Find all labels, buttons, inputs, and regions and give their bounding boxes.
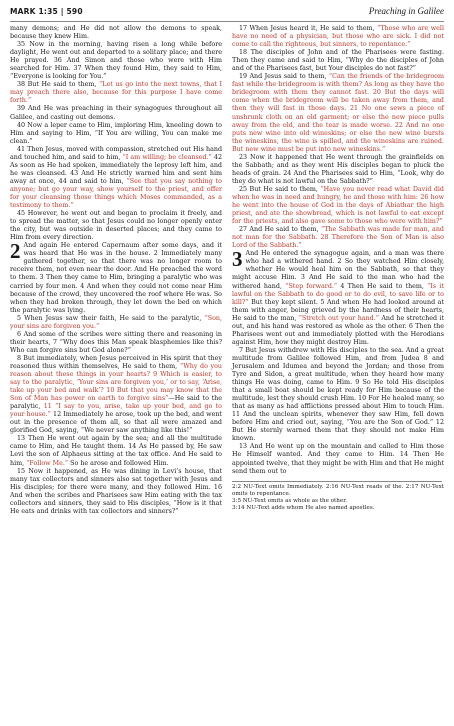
- words-of-jesus: “Those who are well have no need of a physician, but those who are sick. I did not come to call the righteous, but sinners, to repentance.”: [232, 25, 444, 49]
- verse-paragraph: 23 Now it happened that He went through the grainfields on the Sabbath; and as they went His disciples began to pluck the heads of grain. 24 And the Pharisees said to Him, “Look, why do they do what is not lawful on the Sabbath?”: [232, 153, 444, 185]
- right-column: [232, 25, 444, 516]
- words-of-jesus: “Let us go into the next towns, that I may preach there also, because for this purpose I have come forth.”: [10, 81, 222, 105]
- verse-paragraph: 39 And He was preaching in their synagogues throughout all Galilee, and casting out demons.: [10, 105, 222, 121]
- verse-paragraph: 18 The disciples of John and of the Pharisees were fasting. Then they came and said to Him, “Why do the disciples of John and of the Pharisees fast, but Your disciples do not fast?”: [232, 49, 444, 73]
- words-of-jesus: “Why do you reason about these things in your hearts? 9 Which is easier, to say to the paralytic, ‘Your sins are forgiven you,’ or to say, ‘Arise, take up your bed and walk’? 10 But that you may know that the Son of Man has power on earth to forgive sins”: [10, 362, 222, 403]
- words-of-jesus: 11 “I say to you, arise, take up your bed, and go to your house.”: [10, 403, 223, 419]
- verse-paragraph: 6 And some of the scribes were sitting there and reasoning in their hearts, 7 “Why does this Man speak blasphemies like this? Who can forgive sins but God alone?”: [10, 330, 222, 354]
- words-of-jesus: “Stretch out your hand.”: [298, 314, 379, 322]
- footnote: 3:5 NU-Text omits as whole as the other.: [232, 498, 348, 505]
- words-of-jesus: “Follow Me.”: [26, 459, 69, 467]
- words-of-jesus: “See that you say nothing to anyone; but go your way, show yourself to the priest, and offer for your cleansing those things which Moses commanded, as a testimony to them.”: [10, 177, 222, 210]
- verse-paragraph: 25 But He said to them, “Have you never read what David did when he was in need and hungry, he and those with him: 26 how he went into the house of God in the days of Abiathar the high priest, and ate the showbread, which is not lawful to eat except for the priests, and also gave some to those who were with him?”: [232, 185, 444, 226]
- words-of-jesus: “Is it lawful on the Sabbath to do good or to do evil, to save life or to kill?”: [232, 282, 444, 306]
- words-of-jesus: “Have you never read what David did when he was in need and hungry, he and those with him: 26 how he went into the house of God in the days of Abiathar the high priest, and ate the showbread, which is not lawful to eat except for the priests, and also gave some to those who were with him?”: [232, 185, 444, 226]
- verse-paragraph: 19 And Jesus said to them, “Can the friends of the bridegroom fast while the bridegroom is with them? As long as they have the bridegroom with them they cannot fast. 20 But the days will come when the bridegroom will be taken away from them, and then they will fast in those days. 21 No one sews a piece of unshrunk cloth on an old garment; or else the new piece pulls away from the old, and the tear is made worse. 22 And no one puts new wine into old wineskins; or else the new wine bursts the wineskins, the wine is spilled, and the wineskins are ruined. But new wine must be put into new wineskins.”: [232, 73, 444, 153]
- footnote: 3:14 NU-Text adds whom He also named apostles.: [232, 505, 375, 512]
- verse-paragraph: 8 But immediately, when Jesus perceived in His spirit that they reasoned thus within themselves, He said to them, “Why do you reason about these things in your hearts? 9 Which is easier, to say to the paralytic, ‘Your sins are forgiven you,’ or to say, ‘Arise, take up your bed and walk’? 10 But that you may know that the Son of Man has power on earth to forgive sins”—He said to the paralytic, 11 “I say to you, arise, take up your bed, and go to your house.” 12 Immediately he arose, took up the bed, and went out in the presence of them all, so that all were amazed and glorified God, saying, “We never saw anything like this!”: [10, 354, 223, 435]
- verse-paragraph: 7 But Jesus withdrew with His disciples to the sea. And a great multitude from Galilee followed Him, and from Judea 8 and Jerusalem and Idumea and beyond the Jordan; and those from Tyre and Sidon, a great multitude, when they heard how many things He was doing, came to Him. 9 So He told His disciples that a small boat should be kept ready for Him because of the multitude, lest they should crush Him. 10 For He healed many, so that as many as had afflictions pressed about Him to touch Him. 11 And the unclean spirits, whenever they saw Him, fell down before Him and cried out, saying, “You are the Son of God.” 12 But He sternly warned them that they should not make Him known.: [232, 346, 444, 443]
- verse-paragraph: 40 Now a leper came to Him, imploring Him, kneeling down to Him and saying to Him, “If You are willing, You can make me clean.”: [10, 121, 222, 145]
- words-of-jesus: “Can the friends of the bridegroom fast while the bridegroom is with them? As long as they have the bridegroom with them they cannot fast. 20 But the days will come when the bridegroom will be taken away from them, and then they will fast in those days. 21 No one sews a piece of unshrunk cloth on an old garment; or else the new piece pulls away from the old, and the tear is made worse. 22 And no one puts new wine into old wineskins; or else the new wine bursts the wineskins, the wine is spilled, and the wineskins are ruined. But new wine must be put into new wineskins.”: [232, 73, 444, 153]
- page-header: [10, 6, 444, 22]
- verse-paragraph: 13 And He went up on the mountain and called to Him those He Himself wanted. And they came to Him. 14 Then He appointed twelve, that they might be with Him and that He might send them out to: [232, 443, 444, 475]
- verse-paragraph: 38 But He said to them, “Let us go into the next towns, that I may preach there also, because for this purpose I have come forth.”: [10, 81, 222, 105]
- words-of-jesus: “The Sabbath was made for man, and not man for the Sabbath. 28 Therefore the Son of Man is also Lord of the Sabbath.”: [232, 226, 444, 250]
- text-columns: [10, 25, 444, 516]
- verse-paragraph: 45 However, he went out and began to proclaim it freely, and to spread the matter, so that Jesus could no longer openly enter the city, but was outside in deserted places; and they came to Him from every direction.: [10, 210, 222, 242]
- footnote: 2:2 NU-Text omits Immediately. 2:16 NU-Text reads of the. 2:17 NU-Text omits to repentance.: [232, 483, 444, 497]
- chapter-number: 3: [232, 247, 243, 272]
- chapter-page-ref: MARK 1:35 | 590: [10, 7, 83, 16]
- verse-paragraph: 27 And He said to them, “The Sabbath was made for man, and not man for the Sabbath. 28 Therefore the Son of Man is also Lord of the Sabbath.”: [232, 226, 444, 250]
- verse-paragraph: 41 Then Jesus, moved with compassion, stretched out His hand and touched him, and said to him, “I am willing; be cleansed.” 42 As soon as He had spoken, immediately the leprosy left him, and he was cleansed. 43 And He strictly warned him and sent him away at once, 44 and said to him, “See that you say nothing to anyone; but go your way, show yourself to the priest, and offer for your cleansing those things which Moses commanded, as a testimony to them.”: [10, 145, 223, 210]
- verse-paragraph: 2 And again He entered Capernaum after some days, and it was heard that He was in the house. 2 Immediately many gathered together, so that there was no longer room to receive them, not even near the door. And He preached the word to them. 3 Then they came to Him, bringing a paralytic who was carried by four men. 4 And when they could not come near Him because of the crowd, they uncovered the roof where He was. So when they had broken through, they let down the bed on which the paralytic was lying.: [10, 239, 222, 314]
- verse-paragraph: 3 And He entered the synagogue again, and a man was there who had a withered hand. 2 So they watched Him closely, whether He would heal him on the Sabbath, so that they might accuse Him. 3 And He said to the man who had the withered hand, “Step forward.” 4 Then He said to them, “Is it lawful on the Sabbath to do good or to do evil, to save life or to kill?” But they kept silent. 5 And when He had looked around at them with anger, being grieved by the hardness of their hearts, He said to the man, “Stretch out your hand.” And he stretched it out, and his hand was restored as whole as the other. 6 Then the Pharisees went out and immediately plotted with the Herodians against Him, how they might destroy Him.: [232, 247, 445, 346]
- chapter-number: 2: [10, 239, 21, 264]
- verse-paragraph: 13 Then He went out again by the sea; and all the multitude came to Him, and He taught them. 14 As He passed by, He saw Levi the son of Alphaeus sitting at the tax office. And He said to him, “Follow Me.” So he arose and followed Him.: [10, 435, 222, 467]
- verse-paragraph: 17 When Jesus heard it, He said to them, “Those who are well have no need of a physician, but those who are sick. I did not come to call the righteous, but sinners, to repentance.”: [232, 25, 444, 49]
- verse-paragraph: many demons; and He did not allow the demons to speak, because they knew Him.: [10, 25, 222, 41]
- verse-paragraph: 5 When Jesus saw their faith, He said to the paralytic, “Son, your sins are forgiven you.”: [10, 314, 222, 330]
- footnote-divider: [232, 481, 442, 482]
- words-of-jesus: “Son, your sins are forgiven you.”: [10, 314, 222, 330]
- verse-paragraph: 35 Now in the morning, having risen a long while before daylight, He went out and departed to a solitary place; and there He prayed. 36 And Simon and those who were with Him searched for Him. 37 When they found Him, they said to Him, “Everyone is looking for You.”: [10, 41, 222, 81]
- words-of-jesus: “Step forward.”: [285, 282, 338, 290]
- words-of-jesus: “I am willing; be cleansed.”: [122, 153, 212, 161]
- left-column: [10, 25, 222, 516]
- section-title: Preaching in Galilee: [368, 6, 444, 16]
- verse-paragraph: 15 Now it happened, as He was dining in Levi’s house, that many tax collectors and sinners also sat together with Jesus and His disciples; for there were many, and they followed Him. 16 And when the scribes and Pharisees saw Him eating with the tax collectors and sinners, they said to His disciples, “How is it that He eats and drinks with tax collectors and sinners?”: [10, 467, 222, 515]
